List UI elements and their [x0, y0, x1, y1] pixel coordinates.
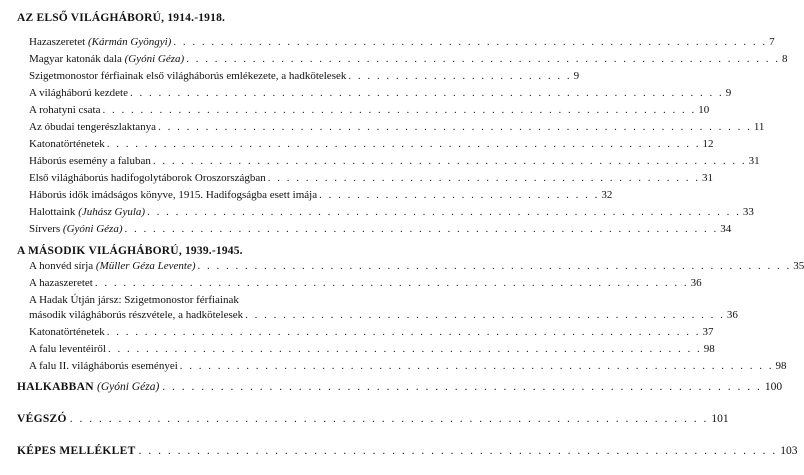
dot-leader: . . . . . . . . . . . . . . . . . . . . . . . . . . . . . . . . . . . . . . . . . . . . . . . . . . . . . . . . . . . . . . .: [158, 121, 752, 133]
toc-entry: [29, 308, 738, 322]
toc-entry: [29, 154, 760, 168]
entry-title: A rohatyni csata: [29, 104, 101, 116]
dot-leader: . . . . . . . . . . . . . . . . . . . . . . . . . . . . . . . . . . . . . . . . . . . . . . . . . . . . . . . . . . . . . . .: [94, 277, 689, 289]
entry-title: A falu II. világháborús eseményei: [29, 360, 178, 372]
toc-entry: [29, 171, 713, 185]
section-heading: AZ ELSŐ VILÁGHÁBORÚ, 1914.-1918.: [17, 12, 226, 24]
entry-title: A világháború kezdete: [29, 87, 128, 99]
dot-leader: . . . . . . . . . . . . . . . . . . . . . . . . . . . . . . . . . . . . . . . . . . . . . . . . . . . . . . . . . . . . . . .: [124, 223, 719, 235]
entry-author: (Juhász Gyula): [78, 206, 146, 218]
entry-title: Első világháborús hadifogolytáborok Oroszországban: [29, 172, 266, 184]
entry-title: KÉPES MELLÉKLET: [17, 445, 136, 457]
entry-page: 36: [690, 277, 702, 289]
entry-page: 32: [601, 189, 613, 201]
toc-entry: [29, 120, 765, 134]
entry-author: (Müller Géza Levente): [95, 260, 196, 272]
dot-leader: . . . . . . . . . . . . . . . . . . . . . . . . . . . . . . . . . . . . . . . . . . . . . . . . . . . . . . . . . . . . . .: [162, 381, 762, 393]
entry-title: Katonatörténetek: [29, 326, 105, 338]
entry-title: VÉGSZÓ: [17, 413, 67, 425]
entry-author: (Gyóni Géza): [97, 381, 160, 393]
entry-page: 35: [793, 260, 804, 272]
entry-title: Magyar katonák dala: [29, 53, 125, 65]
entry-page: 7: [769, 36, 775, 48]
dot-leader: . . . . . . . . . . . . . . . . . . . . . . . . . . . . . .: [319, 189, 600, 201]
entry-page: 31: [748, 155, 760, 167]
toc-entry: [29, 342, 715, 356]
toc-entry: [29, 293, 239, 307]
toc-entry: [29, 205, 754, 219]
dot-leader: . . . . . . . . . . . . . . . . . . . . . . . . . . . . . . . . . . . . . . . . . . . . . . . . . . . . . . . . . . . . . . .: [186, 53, 780, 65]
dot-leader: . . . . . . . . . . . . . . . . . . . . . . . . . . . . . . . . . . . . . . . . . . . . . . . . . . .: [245, 309, 725, 321]
entry-page: 37: [702, 326, 714, 338]
entry-title: Katonatörténetek: [29, 138, 105, 150]
entry-page: 100: [764, 381, 783, 393]
dot-leader: . . . . . . . . . . . . . . . . . . . . . . . .: [348, 70, 572, 82]
toc-entry: [29, 259, 804, 273]
toc-entry: [29, 359, 787, 373]
dot-leader: . . . . . . . . . . . . . . . . . . . . . . . . . . . . . . . . . . . . . . . . . . . . . . . . . . . . . . . . . . . . . . .: [147, 206, 741, 218]
entry-page: 10: [698, 104, 710, 116]
entry-page: 31: [702, 172, 713, 184]
entry-title: Az óbudai tengerészlaktanya: [29, 121, 157, 133]
toc-top-entry: [17, 413, 729, 425]
toc-entry: [29, 35, 775, 49]
entry-page: 103: [780, 445, 798, 457]
toc-entry: [29, 188, 613, 202]
toc-entry: [29, 276, 702, 290]
entry-page: 98: [775, 360, 787, 372]
entry-page: 9: [725, 87, 732, 99]
dot-leader: . . . . . . . . . . . . . . . . . . . . . . . . . . . . . . . . . . . . . . . . . . . . . . . . . . . . . . . . . . . . . . .: [102, 104, 697, 116]
entry-title: A falu leventéiről: [29, 343, 106, 355]
dot-leader: . . . . . . . . . . . . . . . . . . . . . . . . . . . . . . . . . . . . . . . . . . . . . . . . . . . . . . . . . . . . . . .: [179, 360, 774, 372]
toc-entry: [29, 69, 580, 83]
entry-author: (Gyóni Géza): [62, 223, 123, 235]
entry-title: Halottaink: [29, 206, 79, 218]
entry-page: 9: [573, 70, 580, 82]
toc-entry: [29, 325, 714, 339]
entry-page: 33: [742, 206, 754, 218]
entry-title: Hazaszeretet: [29, 36, 88, 48]
entry-page: 12: [702, 138, 714, 150]
entry-page: 8: [781, 53, 788, 65]
entry-title: A Hadak Útján jársz: Szigetmonostor férfiainak: [29, 294, 239, 306]
dot-leader: . . . . . . . . . . . . . . . . . . . . . . . . . . . . . . . . . . . . . . . . . . . . . .: [267, 172, 700, 184]
entry-title: Sírvers: [29, 223, 63, 235]
entry-author: (Gyóni Géza): [124, 53, 185, 65]
toc-top-entry: [17, 445, 798, 457]
toc-top-entry: [17, 381, 783, 393]
dot-leader: . . . . . . . . . . . . . . . . . . . . . . . . . . . . . . . . . . . . . . . . . . . . . . . . . . . . . . . . . . . . . . .: [106, 138, 701, 150]
dot-leader: . . . . . . . . . . . . . . . . . . . . . . . . . . . . . . . . . . . . . . . . . . . . . . . . . . . . . . . . . . . . . . .: [197, 260, 792, 272]
toc-entry: [29, 222, 732, 236]
entry-title: Háborús idők imádságos könyve, 1915. Hadifogságba esett imája: [29, 189, 318, 201]
dot-leader: . . . . . . . . . . . . . . . . . . . . . . . . . . . . . . . . . . . . . . . . . . . . . . . . . . . . . . . . . . . . . . . . . .: [69, 413, 709, 425]
entry-title: második világháborús részvétele, a hadkötelesek: [29, 309, 244, 321]
toc-entry: [29, 103, 710, 117]
entry-title: Szigetmonostor férfiainak első világháborús emlékezete, a hadkötelesek: [29, 70, 347, 82]
toc-entry: [29, 52, 788, 66]
entry-page: 34: [720, 223, 732, 235]
entry-title: HALKABBAN: [17, 381, 97, 393]
entry-title: A honvéd sírja: [29, 260, 96, 272]
entry-page: 36: [726, 309, 738, 321]
toc-entry: [29, 86, 732, 100]
dot-leader: . . . . . . . . . . . . . . . . . . . . . . . . . . . . . . . . . . . . . . . . . . . . . . . . . . . . . . . . . . . . . . .: [173, 36, 768, 48]
toc-entry: [29, 137, 714, 151]
dot-leader: . . . . . . . . . . . . . . . . . . . . . . . . . . . . . . . . . . . . . . . . . . . . . . . . . . . . . . . . . . . . . . .: [152, 155, 747, 167]
entry-author: (Kármán Gyöngyi): [87, 36, 172, 48]
entry-title: Háborús esemény a faluban: [29, 155, 151, 167]
entry-page: 101: [711, 413, 729, 425]
dot-leader: . . . . . . . . . . . . . . . . . . . . . . . . . . . . . . . . . . . . . . . . . . . . . . . . . . . . . . . . . . . . . . .: [129, 87, 724, 99]
entry-page: 98: [703, 343, 715, 355]
section-heading: A MÁSODIK VILÁGHÁBORÚ, 1939.-1945.: [17, 245, 243, 257]
dot-leader: . . . . . . . . . . . . . . . . . . . . . . . . . . . . . . . . . . . . . . . . . . . . . . . . . . . . . . . . . . . . . . .: [107, 343, 702, 355]
entry-title: A hazaszeretet: [29, 277, 93, 289]
dot-leader: . . . . . . . . . . . . . . . . . . . . . . . . . . . . . . . . . . . . . . . . . . . . . . . . . . . . . . . . . . . . . . . . . .: [138, 445, 778, 457]
dot-leader: . . . . . . . . . . . . . . . . . . . . . . . . . . . . . . . . . . . . . . . . . . . . . . . . . . . . . . . . . . . . . . .: [106, 326, 701, 338]
entry-page: 11: [753, 121, 765, 133]
